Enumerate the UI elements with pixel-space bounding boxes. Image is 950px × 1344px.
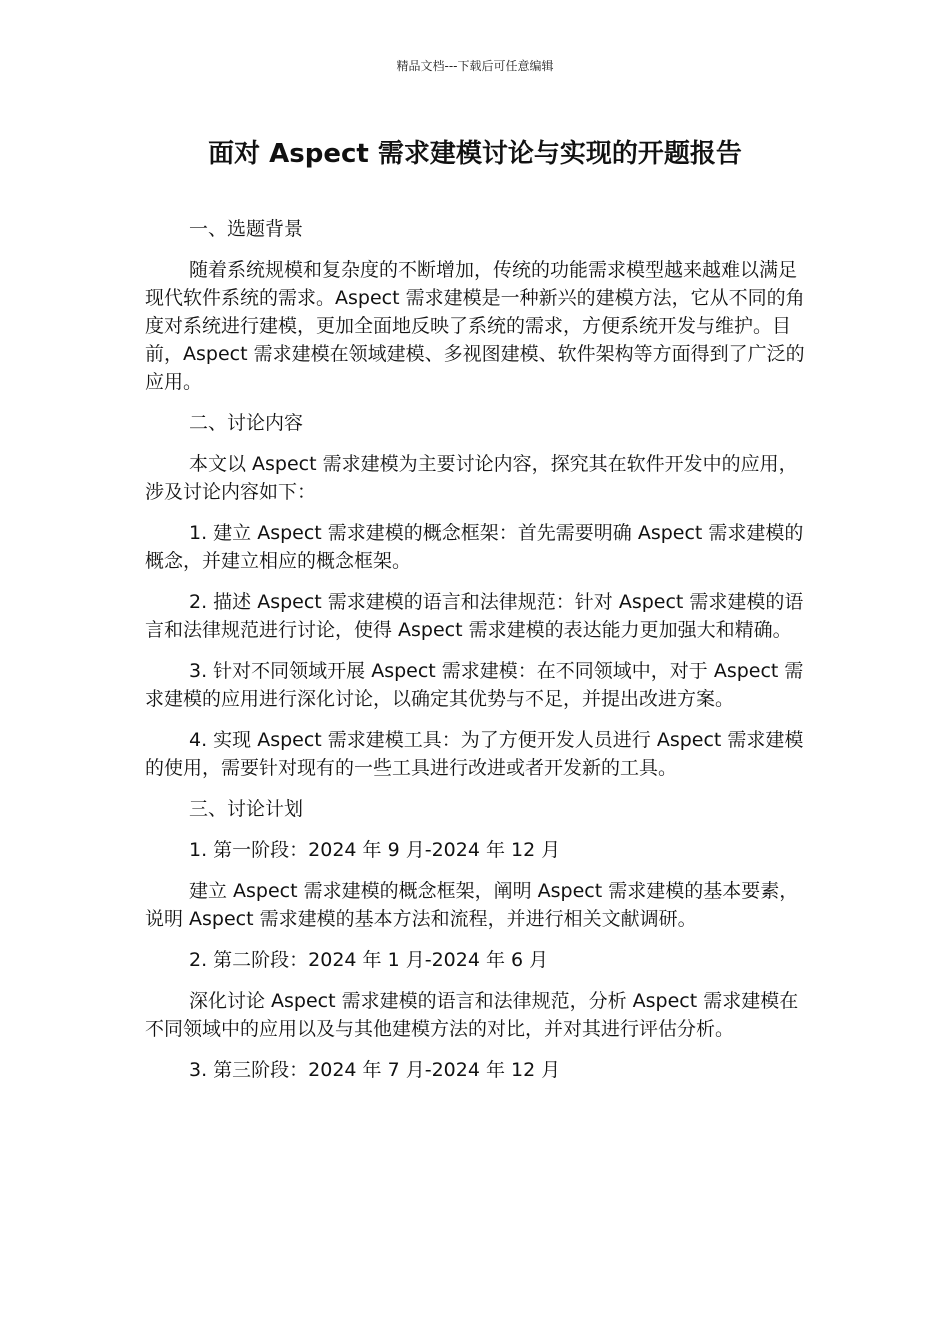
list-item-content-3: 3. 针对不同领域开展 Aspect 需求建模：在不同领域中，对于 Aspect 需求建模的应用进行深化讨论，以确定其优势与不足，并提出改进方案。: [145, 660, 804, 710]
plan-stage-2: 2. 第二阶段：2024 年 1 月-2024 年 6 月: [189, 949, 549, 971]
document-title: 面对 Aspect 需求建模讨论与实现的开题报告: [208, 139, 742, 169]
paragraph-content-intro: 本文以 Aspect 需求建模为主要讨论内容，探究其在软件开发中的应用，涉及讨论内容如下：: [145, 453, 798, 503]
plan-stage-1-detail: 建立 Aspect 需求建模的概念框架，阐明 Aspect 需求建模的基本要素，说明 Aspect 需求建模的基本方法和流程，并进行相关文献调研。: [145, 880, 799, 930]
list-item-content-4: 4. 实现 Aspect 需求建模工具：为了方便开发人员进行 Aspect 需求建模的使用，需要针对现有的一些工具进行改进或者开发新的工具。: [145, 729, 804, 779]
paragraph-background: 随着系统规模和复杂度的不断增加，传统的功能需求模型越来越难以满足现代软件系统的需求。Aspect 需求建模是一种新兴的建模方法，它从不同的角度对系统进行建模，更加全面地反映了系统的需求，方便系统开发与维护。目前，Aspect 需求建模在领域建模、多视图建模、软件架构等方面得到了广泛的应用。: [145, 259, 805, 393]
list-item-content-1: 1. 建立 Aspect 需求建模的概念框架：首先需要明确 Aspect 需求建模的概念，并建立相应的概念框架。: [145, 522, 804, 572]
section-heading-background: 一、选题背景: [189, 218, 304, 240]
plan-stage-1: 1. 第一阶段：2024 年 9 月-2024 年 12 月: [189, 839, 561, 861]
section-heading-content: 二、讨论内容: [189, 412, 304, 434]
plan-stage-3: 3. 第三阶段：2024 年 7 月-2024 年 12 月: [189, 1059, 561, 1081]
header-note: 精品文档---下载后可任意编辑: [396, 59, 554, 73]
list-item-content-2: 2. 描述 Aspect 需求建模的语言和法律规范：针对 Aspect 需求建模的语言和法律规范进行讨论，使得 Aspect 需求建模的表达能力更加强大和精确。: [145, 591, 804, 641]
section-heading-plan: 三、讨论计划: [189, 798, 304, 820]
document-body: [145, 215, 807, 1097]
plan-stage-2-detail: 深化讨论 Aspect 需求建模的语言和法律规范，分析 Aspect 需求建模在不同领域中的应用以及与其他建模方法的对比，并对其进行评估分析。: [145, 990, 799, 1040]
